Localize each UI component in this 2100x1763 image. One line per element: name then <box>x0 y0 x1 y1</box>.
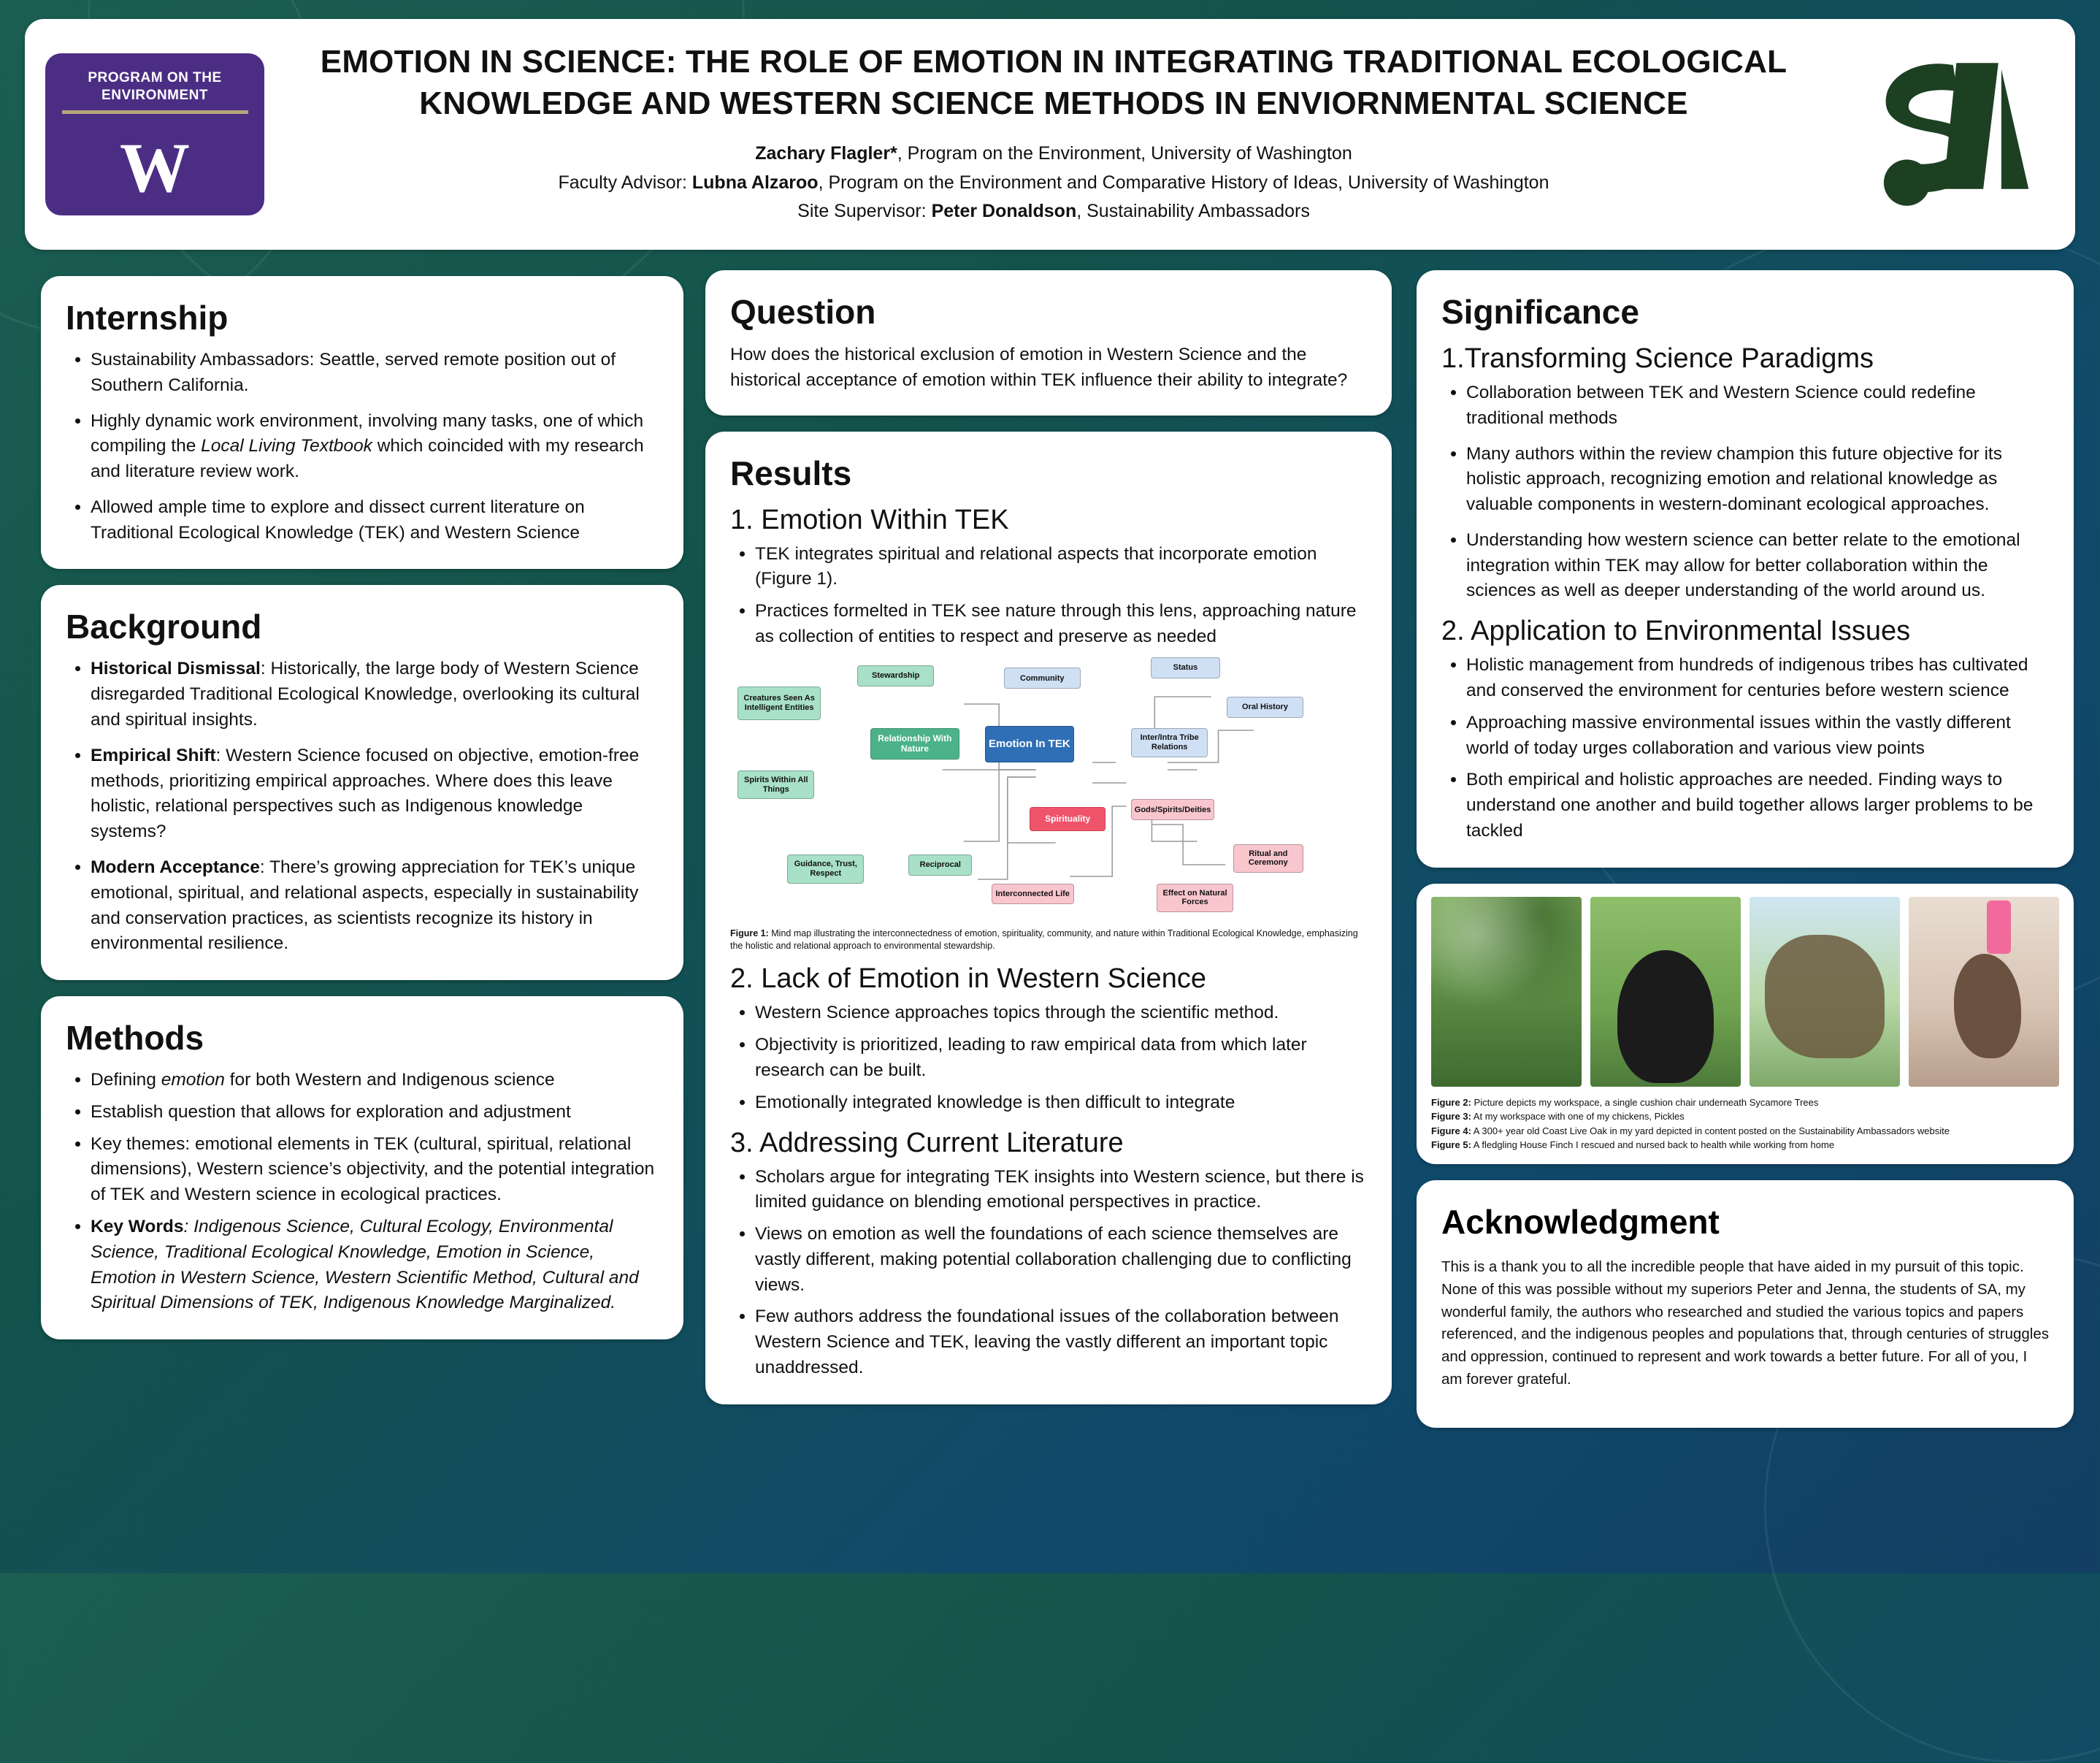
supervisor-name: Peter Donaldson <box>931 201 1077 222</box>
significance-card <box>1417 270 2074 868</box>
mindmap-node-relationship-with-nature: Relationship With Nature <box>870 728 959 760</box>
results-1-bullet-2: Practices formelted in TEK see nature through this lens, approaching nature as collection of entities to respect and preserve as needed <box>755 601 1357 646</box>
significance-1-bullet-2: Many authors within the review champion this future objective for its holistic approach, recognizing emotion and relational knowledge as valuable components in western-dominant ecological approaches. <box>1466 443 2002 515</box>
methods-bullet-3: Key themes: emotional elements in TEK (cultural, spiritual, relational dimensions), Western science’s objectivity, and the potential integration of TEK and Western science in ecological practices. <box>91 1133 655 1205</box>
supervisor-affiliation: , Sustainability Ambassadors <box>1076 201 1310 222</box>
author-affiliation: , Program on the Environment, University of Washington <box>897 143 1352 164</box>
acknowledgment-card <box>1417 1180 2074 1429</box>
mindmap-node-natural-forces: Effect on Natural Forces <box>1157 884 1233 913</box>
photo-row <box>1431 897 2059 1087</box>
middle-column <box>705 270 1392 1404</box>
sa-logo-icon <box>1843 50 2055 218</box>
header-text-block <box>264 42 1843 226</box>
background-text-1: : Historically, the large body of Western Science disregarded Traditional Ecological Knowledge, overlooking its cultural and spiritual insights. <box>91 659 640 730</box>
list-item <box>91 657 659 733</box>
methods-bullet-2: Establish question that allows for exploration and adjustment <box>91 1101 571 1122</box>
list-item <box>1466 711 2049 762</box>
methods-keywords-lead: Key Words <box>91 1216 184 1236</box>
mindmap-node-creatures: Creatures Seen As Intelligent Entities <box>737 687 820 721</box>
supervisor-label: Site Supervisor: <box>797 201 932 222</box>
background-list <box>66 657 659 957</box>
house-finch-bird-photo <box>1909 897 2059 1087</box>
figure-2-caption <box>1431 1095 2059 1110</box>
mindmap-node-gods-spirits-deities: Gods/Spirits/Deities <box>1131 799 1214 820</box>
list-item <box>755 542 1367 593</box>
significance-subheading-1: 1.Transforming Science Paradigms <box>1441 343 1874 374</box>
list-item <box>1466 768 2049 844</box>
acknowledgment-text: This is a thank you to all the incredible people that have aided in my pursuit of this topic. None of this was possible without my superiors Peter and Jenna, the students of SA, my wonderful family, the authors who researched and studied the various topics and papers referenced, and the indigenous peoples and populations that, through centuries of struggles and oppression, continued to represent and work towards a better future. For all of you, I am forever grateful. <box>1441 1258 2049 1388</box>
list-item <box>91 855 659 957</box>
photo-gallery-card <box>1417 884 2074 1164</box>
uw-logo-line1: PROGRAM ON THE <box>88 70 222 85</box>
figure-5-text: A fledgling House Finch I rescued and nursed back to health while working from home <box>1471 1139 1835 1151</box>
mindmap-node-spirituality: Spirituality <box>1030 807 1106 830</box>
figure-1-caption <box>730 928 1367 952</box>
figure-4-text: A 300+ year old Coast Live Oak in my yard depicted in content posted on the Sustainability Ambassadors website <box>1471 1125 1950 1136</box>
question-heading: Question <box>730 293 876 331</box>
advisor-affiliation: , Program on the Environment and Comparative History of Ideas, University of Washington <box>818 172 1549 193</box>
internship-card <box>41 276 683 569</box>
list-item <box>91 743 659 845</box>
question-text: How does the historical exclusion of emotion in Western Science and the historical acceptance of emotion within TEK influence their ability to integrate? <box>730 345 1348 391</box>
results-list-3 <box>730 1165 1367 1381</box>
list-item <box>755 1033 1367 1084</box>
significance-2-bullet-2: Approaching massive environmental issues within the vastly different world of today urges collaboration and various view points <box>1466 712 2011 758</box>
significance-2-bullet-3: Both empirical and holistic approaches are needed. Finding ways to understand one another and build together allows larger problems to be tackled <box>1466 770 2034 841</box>
background-lead-2: Empirical Shift <box>91 745 216 765</box>
sustainability-ambassadors-logo <box>1843 50 2055 218</box>
uw-w-mark: W <box>120 128 190 207</box>
person-with-chicken-photo <box>1590 897 1741 1087</box>
left-column <box>41 276 683 1339</box>
list-item <box>755 1222 1367 1298</box>
mindmap-node-interconnected-life: Interconnected Life <box>992 884 1074 905</box>
list-item <box>755 1090 1367 1116</box>
background-card <box>41 585 683 980</box>
significance-list-2 <box>1441 653 2049 844</box>
mindmap-node-community: Community <box>1004 668 1081 689</box>
results-2-bullet-3: Emotionally integrated knowledge is then difficult to integrate <box>755 1092 1235 1112</box>
list-item <box>91 495 659 546</box>
significance-heading: Significance <box>1441 293 1639 331</box>
live-oak-tree-photo <box>1750 897 1900 1087</box>
figure-1-mindmap <box>730 660 1367 923</box>
figure-3-text: At my workspace with one of my chickens, Pickles <box>1471 1111 1685 1123</box>
author-line <box>282 140 1825 168</box>
mossy-forest-photo <box>1431 897 1582 1087</box>
figure-4-caption <box>1431 1124 2059 1139</box>
mindmap-node-guidance: Guidance, Trust, Respect <box>787 854 864 884</box>
figure-2-label: Figure 2: <box>1431 1096 1471 1108</box>
figure-1-label: Figure 1: <box>730 928 769 938</box>
significance-2-bullet-1: Holistic management from hundreds of indigenous tribes has cultivated and conserved the environment for centuries before western science <box>1466 655 2028 701</box>
internship-list <box>66 348 659 546</box>
photo-captions <box>1431 1095 2059 1152</box>
methods-heading: Methods <box>66 1019 204 1058</box>
list-item: • Highly dynamic work environment, involving many tasks, one of which compiling the Local Living Textbook which coincided with my research and literature review work. <box>91 409 659 485</box>
author-block <box>282 140 1825 226</box>
results-list-2 <box>730 1001 1367 1115</box>
background-lead-3: Modern Acceptance <box>91 857 260 877</box>
results-2-bullet-1: Western Science approaches topics through the scientific method. <box>755 1003 1279 1023</box>
internship-bullet-1: Sustainability Ambassadors: Seattle, served remote position out of Southern California. <box>91 350 616 395</box>
figure-5-caption <box>1431 1138 2059 1152</box>
list-item <box>91 1215 659 1316</box>
results-card <box>705 432 1392 1404</box>
results-list-1 <box>730 542 1367 650</box>
mindmap-node-emotion-in-tek: Emotion In TEK <box>985 726 1074 762</box>
list-item <box>1466 380 2049 432</box>
methods-list <box>66 1068 659 1316</box>
list-item <box>91 1132 659 1208</box>
list-item <box>1466 653 2049 704</box>
results-3-bullet-1: Scholars argue for integrating TEK insights into Western science, but there is limited guidance on blending emotional perspectives in practice. <box>755 1166 1364 1212</box>
mindmap-node-status: Status <box>1151 657 1221 678</box>
significance-subheading-2: 2. Application to Environmental Issues <box>1441 616 1911 647</box>
results-subheading-2: 2. Lack of Emotion in Western Science <box>730 963 1206 995</box>
figure-3-caption <box>1431 1109 2059 1124</box>
significance-list-1 <box>1441 380 2049 604</box>
significance-1-bullet-3: Understanding how western science can better relate to the emotional integration within TEK may allow for better collaboration within the sciences as well as deeper understanding of the world around us. <box>1466 529 2020 601</box>
list-item: • Defining emotion for both Western and Indigenous science <box>91 1068 659 1093</box>
mindmap-node-oral-history: Oral History <box>1227 697 1303 718</box>
figure-5-label: Figure 5: <box>1431 1139 1471 1151</box>
background-text-2: : Western Science focused on objective, emotion-free methods, prioritizing empirical approaches. Where does this leave holistic, relational perspectives such as Indigenous knowledge systems? <box>91 745 640 842</box>
results-2-bullet-2: Objectivity is prioritized, leading to raw empirical data from which later research can be built. <box>755 1035 1307 1080</box>
supervisor-line <box>282 198 1825 226</box>
figure-1-caption-text: Mind map illustrating the interconnectedness of emotion, spirituality, community, and nature within Traditional Ecological Knowledge, emphasizing the holistic and relational approach to environmental stewardship. <box>730 928 1358 951</box>
advisor-line <box>282 169 1825 197</box>
mindmap-node-stewardship: Stewardship <box>857 665 934 687</box>
uw-logo-text <box>62 65 248 114</box>
results-subheading-1: 1. Emotion Within TEK <box>730 504 1009 535</box>
list-item <box>755 1304 1367 1380</box>
results-subheading-3: 3. Addressing Current Literature <box>730 1127 1124 1158</box>
list-item <box>755 599 1367 650</box>
list-item <box>755 1165 1367 1216</box>
right-column <box>1417 270 2074 1428</box>
methods-card <box>41 996 683 1339</box>
list-item <box>755 1001 1367 1026</box>
list-item <box>1466 442 2049 518</box>
uw-logo-line2: ENVIRONMENT <box>101 87 208 103</box>
results-3-bullet-3: Few authors address the foundational issues of the collaboration between Western Science and TEK, leaving the vastly different an important topic unaddressed. <box>755 1307 1339 1377</box>
internship-bullet-3: Allowed ample time to explore and dissect current literature on Traditional Ecological Knowledge (TEK) and Western Science <box>91 497 585 543</box>
uw-program-on-environment-logo <box>45 53 264 215</box>
methods-keywords-text: : Indigenous Science, Cultural Ecology, Environmental Science, Traditional Ecological Knowledge, Emotion in Science, Emotion in Western Science, Western Scientific Method, Cultural and Spiritual Dimensions of TEK, Indigenous Knowledge Marginalized. <box>91 1216 639 1313</box>
figure-3-label: Figure 3: <box>1431 1111 1471 1123</box>
author-name: Zachary Flagler* <box>755 143 897 164</box>
figure-2-text: Picture depicts my workspace, a single cushion chair underneath Sycamore Trees <box>1471 1096 1819 1108</box>
list-item <box>91 1100 659 1125</box>
page-title: EMOTION IN SCIENCE: THE ROLE OF EMOTION IN INTEGRATING TRADITIONAL ECOLOGICAL KNOWLEDGE AND WESTERN SCIENCE METHODS IN ENVIORNMENTAL SCIENCE <box>320 44 1787 121</box>
advisor-label: Faculty Advisor: <box>558 172 692 193</box>
advisor-name: Lubna Alzaroo <box>691 172 819 193</box>
results-1-bullet-1: TEK integrates spiritual and relational aspects that incorporate emotion (Figure 1). <box>755 543 1317 589</box>
background-text-3: : There’s growing appreciation for TEK’s unique emotional, spiritual, and relational aspects, especially in sustainability and conservation practices, as scientists recognize its history in environmental resilience. <box>91 857 639 954</box>
list-item <box>91 348 659 399</box>
mindmap-node-spirits: Spirits Within All Things <box>737 770 814 800</box>
mindmap-node-reciprocal: Reciprocal <box>908 854 972 876</box>
internship-heading: Internship <box>66 299 229 337</box>
acknowledgment-heading: Acknowledgment <box>1441 1202 1720 1241</box>
figure-4-label: Figure 4: <box>1431 1125 1471 1136</box>
mindmap-node-tribe-relations: Inter/Intra Tribe Relations <box>1131 728 1208 757</box>
question-card <box>705 270 1392 416</box>
results-3-bullet-2: Views on emotion as well the foundations of each science themselves are vastly different, making potential collaboration challenging due to conflicting views. <box>755 1224 1352 1295</box>
background-heading: Background <box>66 608 262 646</box>
poster-header <box>25 19 2075 250</box>
results-heading: Results <box>730 454 852 492</box>
background-lead-1: Historical Dismissal <box>91 659 261 679</box>
list-item <box>1466 528 2049 604</box>
mindmap-node-ritual-ceremony: Ritual and Ceremony <box>1233 844 1303 873</box>
significance-1-bullet-1: Collaboration between TEK and Western Science could redefine traditional methods <box>1466 383 1976 428</box>
